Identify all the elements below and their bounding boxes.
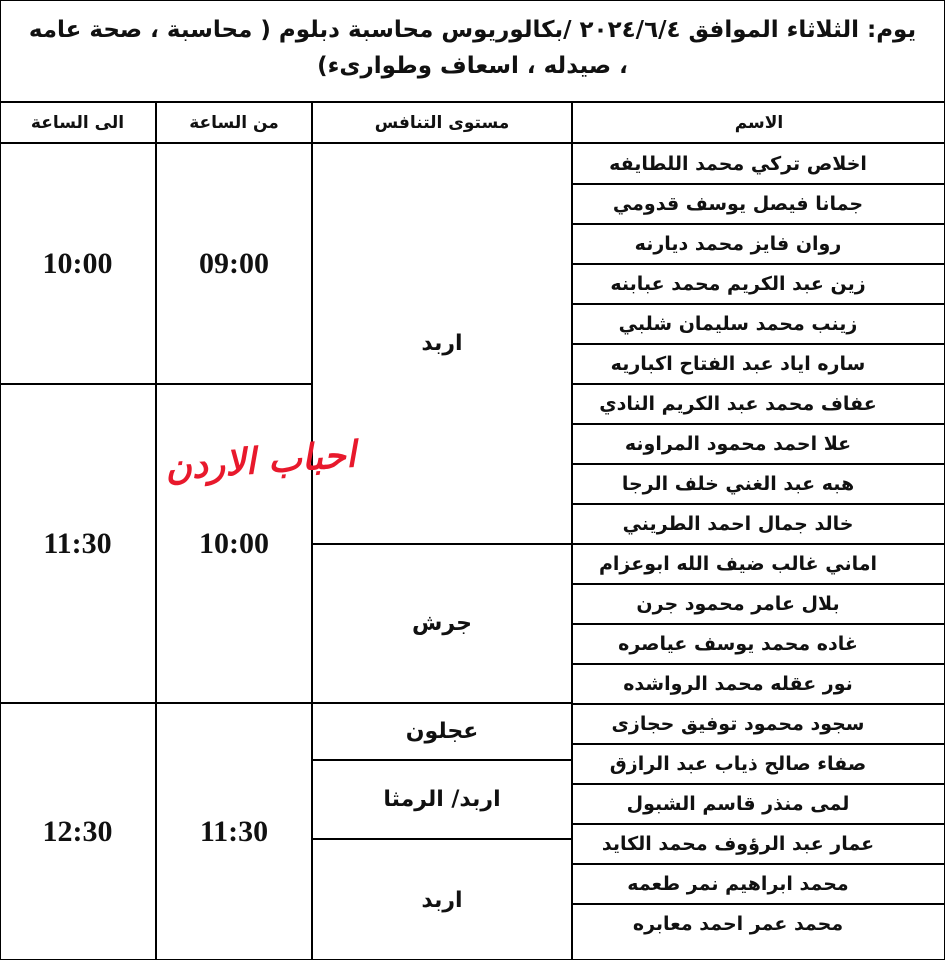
name-row: لمى منذر قاسم الشبول [626,793,850,815]
header-competition: مستوى التنافس [313,103,571,144]
name-row: زين عبد الكريم محمد عبابنه [610,273,866,295]
name-row: خالد جمال احمد الطريني [622,513,854,535]
competition-irbid-1: اربد [421,331,463,356]
to-time-2: 11:30 [43,526,112,560]
to-time-1: 10:00 [42,246,113,280]
name-row: اخلاص تركي محمد اللطايفه [609,153,867,175]
header-to-time: الى الساعة [0,103,155,144]
name-row: جمانا فيصل يوسف قدومي [612,193,864,215]
header-name: الاسم [573,103,945,144]
from-time-3: 11:30 [199,815,269,848]
name-row: اماني غالب ضيف الله ابوعزام [598,553,878,575]
name-row: عفاف محمد عبد الكريم النادي [599,393,877,415]
name-row: روان فايز محمد ديارنه [634,233,842,255]
competition-jerash: جرش [412,611,472,636]
to-time-3: 12:30 [42,815,113,848]
name-row: نور عقله محمد الرواشده [623,673,853,695]
title-line-1: يوم: الثلاثاء الموافق ٢٠٢٤/٦/٤ /بكالوريوس محاسبة دبلوم ( محاسبة ، صحة عامه [28,17,917,43]
from-time-2: 10:00 [199,526,269,560]
name-row: علا احمد محمود المراونه [624,433,852,455]
name-row: هبه عبد الغني خلف الرجا [621,473,855,495]
name-row: سجود محمود توفيق حجازى [611,713,865,735]
name-row: صفاء صالح ذياب عبد الرازق [609,753,867,775]
header-from-time: من الساعة [157,103,311,144]
from-time-1: 09:00 [199,246,269,280]
title-line-2: ، صيدله ، اسعاف وطوارىء) [317,53,628,79]
competition-ajloun: عجلون [405,719,479,744]
name-row: بلال عامر محمود جرن [636,593,840,615]
competition-irbid-ramtha: اربد/ الرمثا [383,787,501,812]
schedule-title [0,0,945,103]
name-row: زينب محمد سليمان شلبي [618,313,858,335]
name-row: عمار عبد الرؤوف محمد الكايد [601,833,875,855]
name-row: محمد عمر احمد معابره [632,913,844,935]
name-row: محمد ابراهيم نمر طعمه [627,873,849,895]
competition-irbid-2: اربد [421,887,463,913]
name-row: ساره اياد عبد الفتاح اكباريه [610,353,866,375]
name-row: غاده محمد يوسف عياصره [618,633,858,655]
watermark-logo: احباب الاردن [163,433,358,489]
